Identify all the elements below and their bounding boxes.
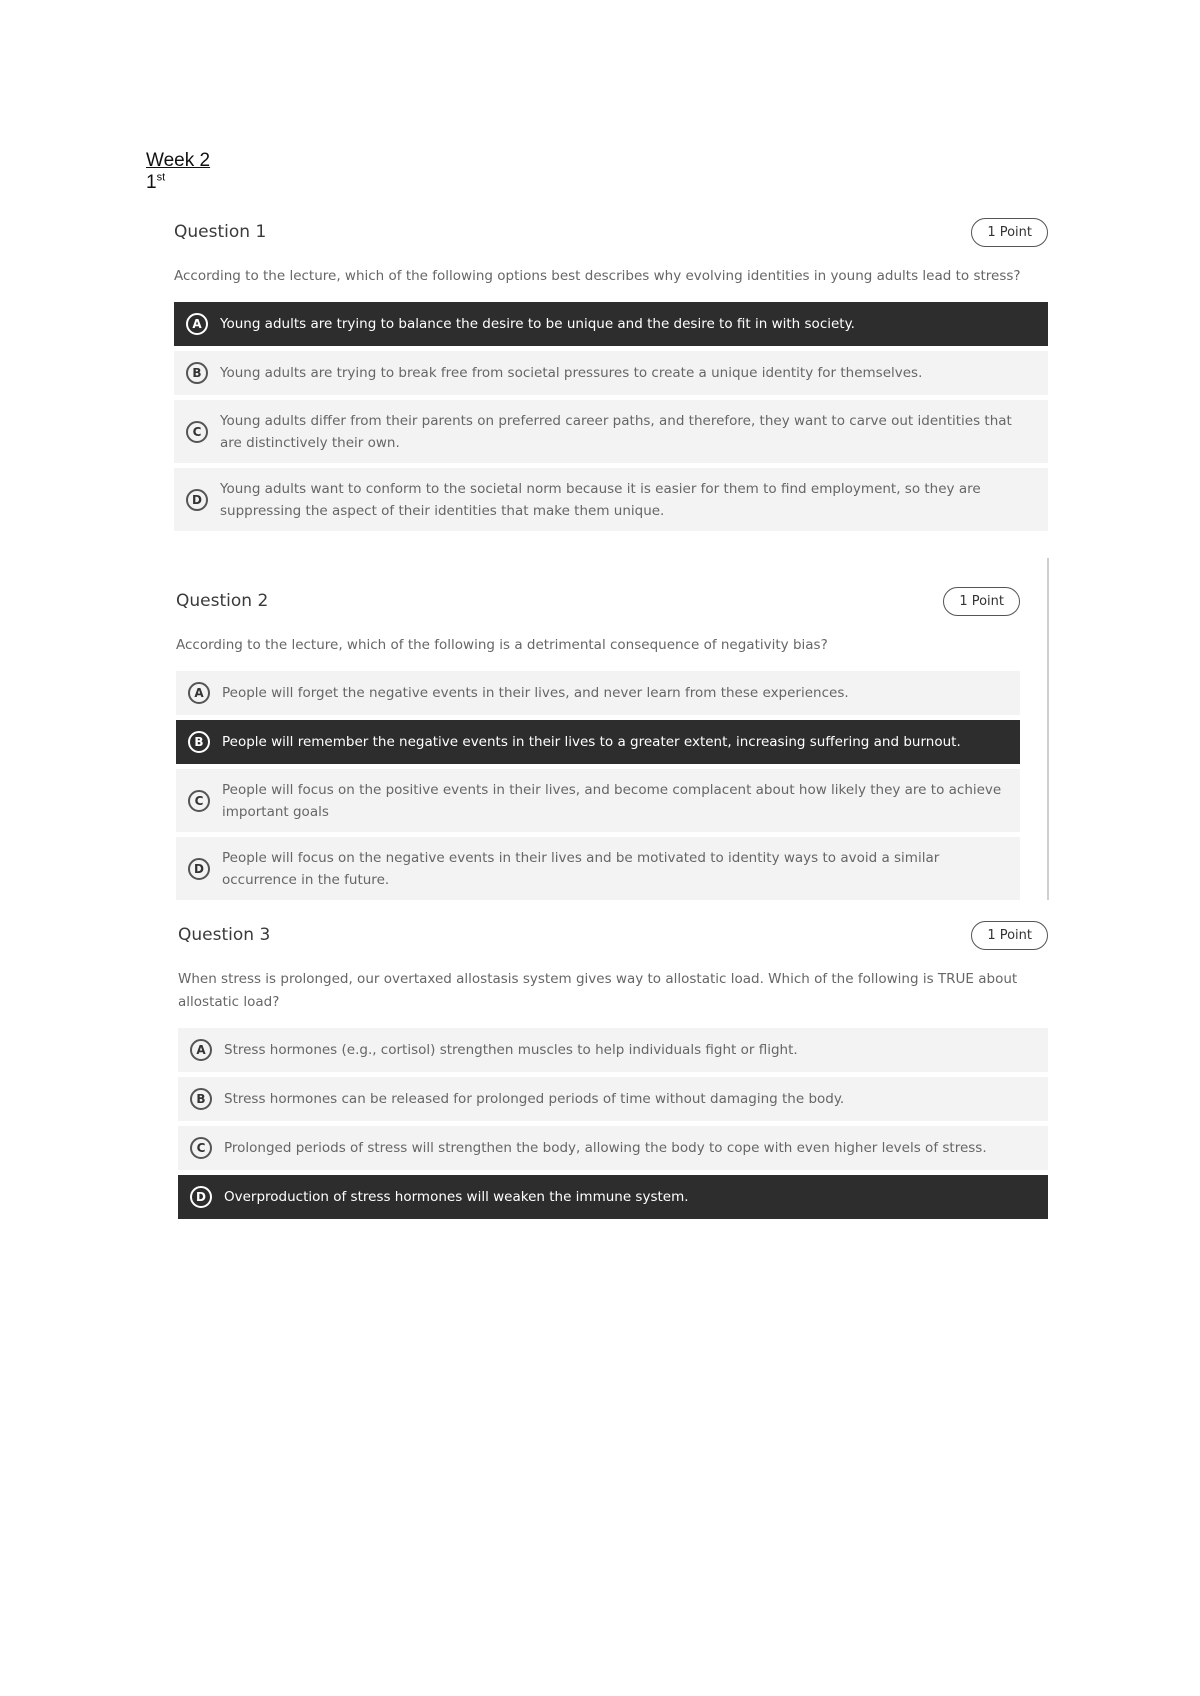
question-header: [178, 918, 1048, 952]
option-d[interactable]: [178, 1175, 1048, 1219]
option-letter-a: A: [186, 313, 208, 335]
option-letter-b: B: [190, 1088, 212, 1110]
option-text: People will focus on the negative events in their lives and be motivated to identity ways to avoid a similar occurrence in the future.: [222, 849, 940, 888]
ordinal-label: [146, 172, 210, 194]
option-text: Stress hormones (e.g., cortisol) strengthen muscles to help individuals fight or flight.: [224, 1042, 798, 1058]
week-title: Week 2: [146, 150, 211, 171]
option-text: Young adults want to conform to the societal norm because it is easier for them to find employment, so they are suppressing the aspect of their identities that make them unique.: [220, 480, 981, 519]
option-c[interactable]: [176, 769, 1020, 832]
option-d[interactable]: [176, 837, 1020, 900]
question-3: [178, 918, 1048, 1219]
question-2: [176, 584, 1020, 900]
option-text: People will focus on the positive events in their lives, and become complacent about how likely they are to achieve important goals: [222, 781, 1002, 820]
ordinal-suffix: st: [156, 171, 166, 184]
question-1: [174, 215, 1048, 531]
option-text: Overproduction of stress hormones will weaken the immune system.: [224, 1189, 689, 1205]
option-letter-d: D: [190, 1186, 212, 1208]
question-title: Question 3: [178, 925, 271, 945]
question-header: [176, 584, 1020, 618]
option-text: Young adults are trying to balance the desire to be unique and the desire to fit in with society.: [220, 316, 855, 332]
option-d[interactable]: [174, 468, 1048, 531]
option-a[interactable]: [174, 302, 1048, 346]
option-c[interactable]: [174, 400, 1048, 463]
option-text: Stress hormones can be released for prolonged periods of time without damaging the body.: [224, 1091, 845, 1107]
question-header: [174, 215, 1048, 249]
option-letter-c: C: [188, 790, 210, 812]
option-letter-c: C: [190, 1137, 212, 1159]
question-title: Question 1: [174, 222, 267, 242]
question-text: When stress is prolonged, our overtaxed allostasis system gives way to allostatic load. Which of the following is TRUE about allostatic load?: [178, 971, 1018, 1010]
points-badge: 1 Point: [943, 587, 1020, 616]
option-letter-b: B: [188, 731, 210, 753]
option-letter-a: A: [190, 1039, 212, 1061]
answer-options: [174, 302, 1048, 531]
option-b[interactable]: [178, 1077, 1048, 1121]
question-text: According to the lecture, which of the following is a detrimental consequence of negativity bias?: [176, 637, 828, 653]
document-header: [146, 150, 210, 194]
question-title: Question 2: [176, 591, 269, 611]
option-letter-a: A: [188, 682, 210, 704]
answer-options: [178, 1028, 1048, 1219]
option-c[interactable]: [178, 1126, 1048, 1170]
option-b[interactable]: [176, 720, 1020, 764]
option-letter-d: D: [186, 489, 208, 511]
option-text: People will forget the negative events in their lives, and never learn from these experiences.: [222, 685, 849, 701]
vertical-divider: [1047, 558, 1049, 900]
option-letter-c: C: [186, 421, 208, 443]
option-a[interactable]: [178, 1028, 1048, 1072]
option-b[interactable]: [174, 351, 1048, 395]
answer-options: [176, 671, 1020, 900]
points-badge: 1 Point: [971, 218, 1048, 247]
option-text: Young adults are trying to break free from societal pressures to create a unique identity for themselves.: [220, 365, 923, 381]
option-a[interactable]: [176, 671, 1020, 715]
option-text: People will remember the negative events in their lives to a greater extent, increasing suffering and burnout.: [222, 734, 961, 750]
question-text: According to the lecture, which of the following options best describes why evolving identities in young adults lead to stress?: [174, 268, 1021, 284]
option-letter-d: D: [188, 858, 210, 880]
option-text: Young adults differ from their parents on preferred career paths, and therefore, they want to carve out identities that are distinctively their own.: [220, 412, 1012, 451]
ordinal-number: 1: [146, 172, 157, 193]
points-badge: 1 Point: [971, 921, 1048, 950]
option-letter-b: B: [186, 362, 208, 384]
option-text: Prolonged periods of stress will strengthen the body, allowing the body to cope with even higher levels of stress.: [224, 1140, 987, 1156]
